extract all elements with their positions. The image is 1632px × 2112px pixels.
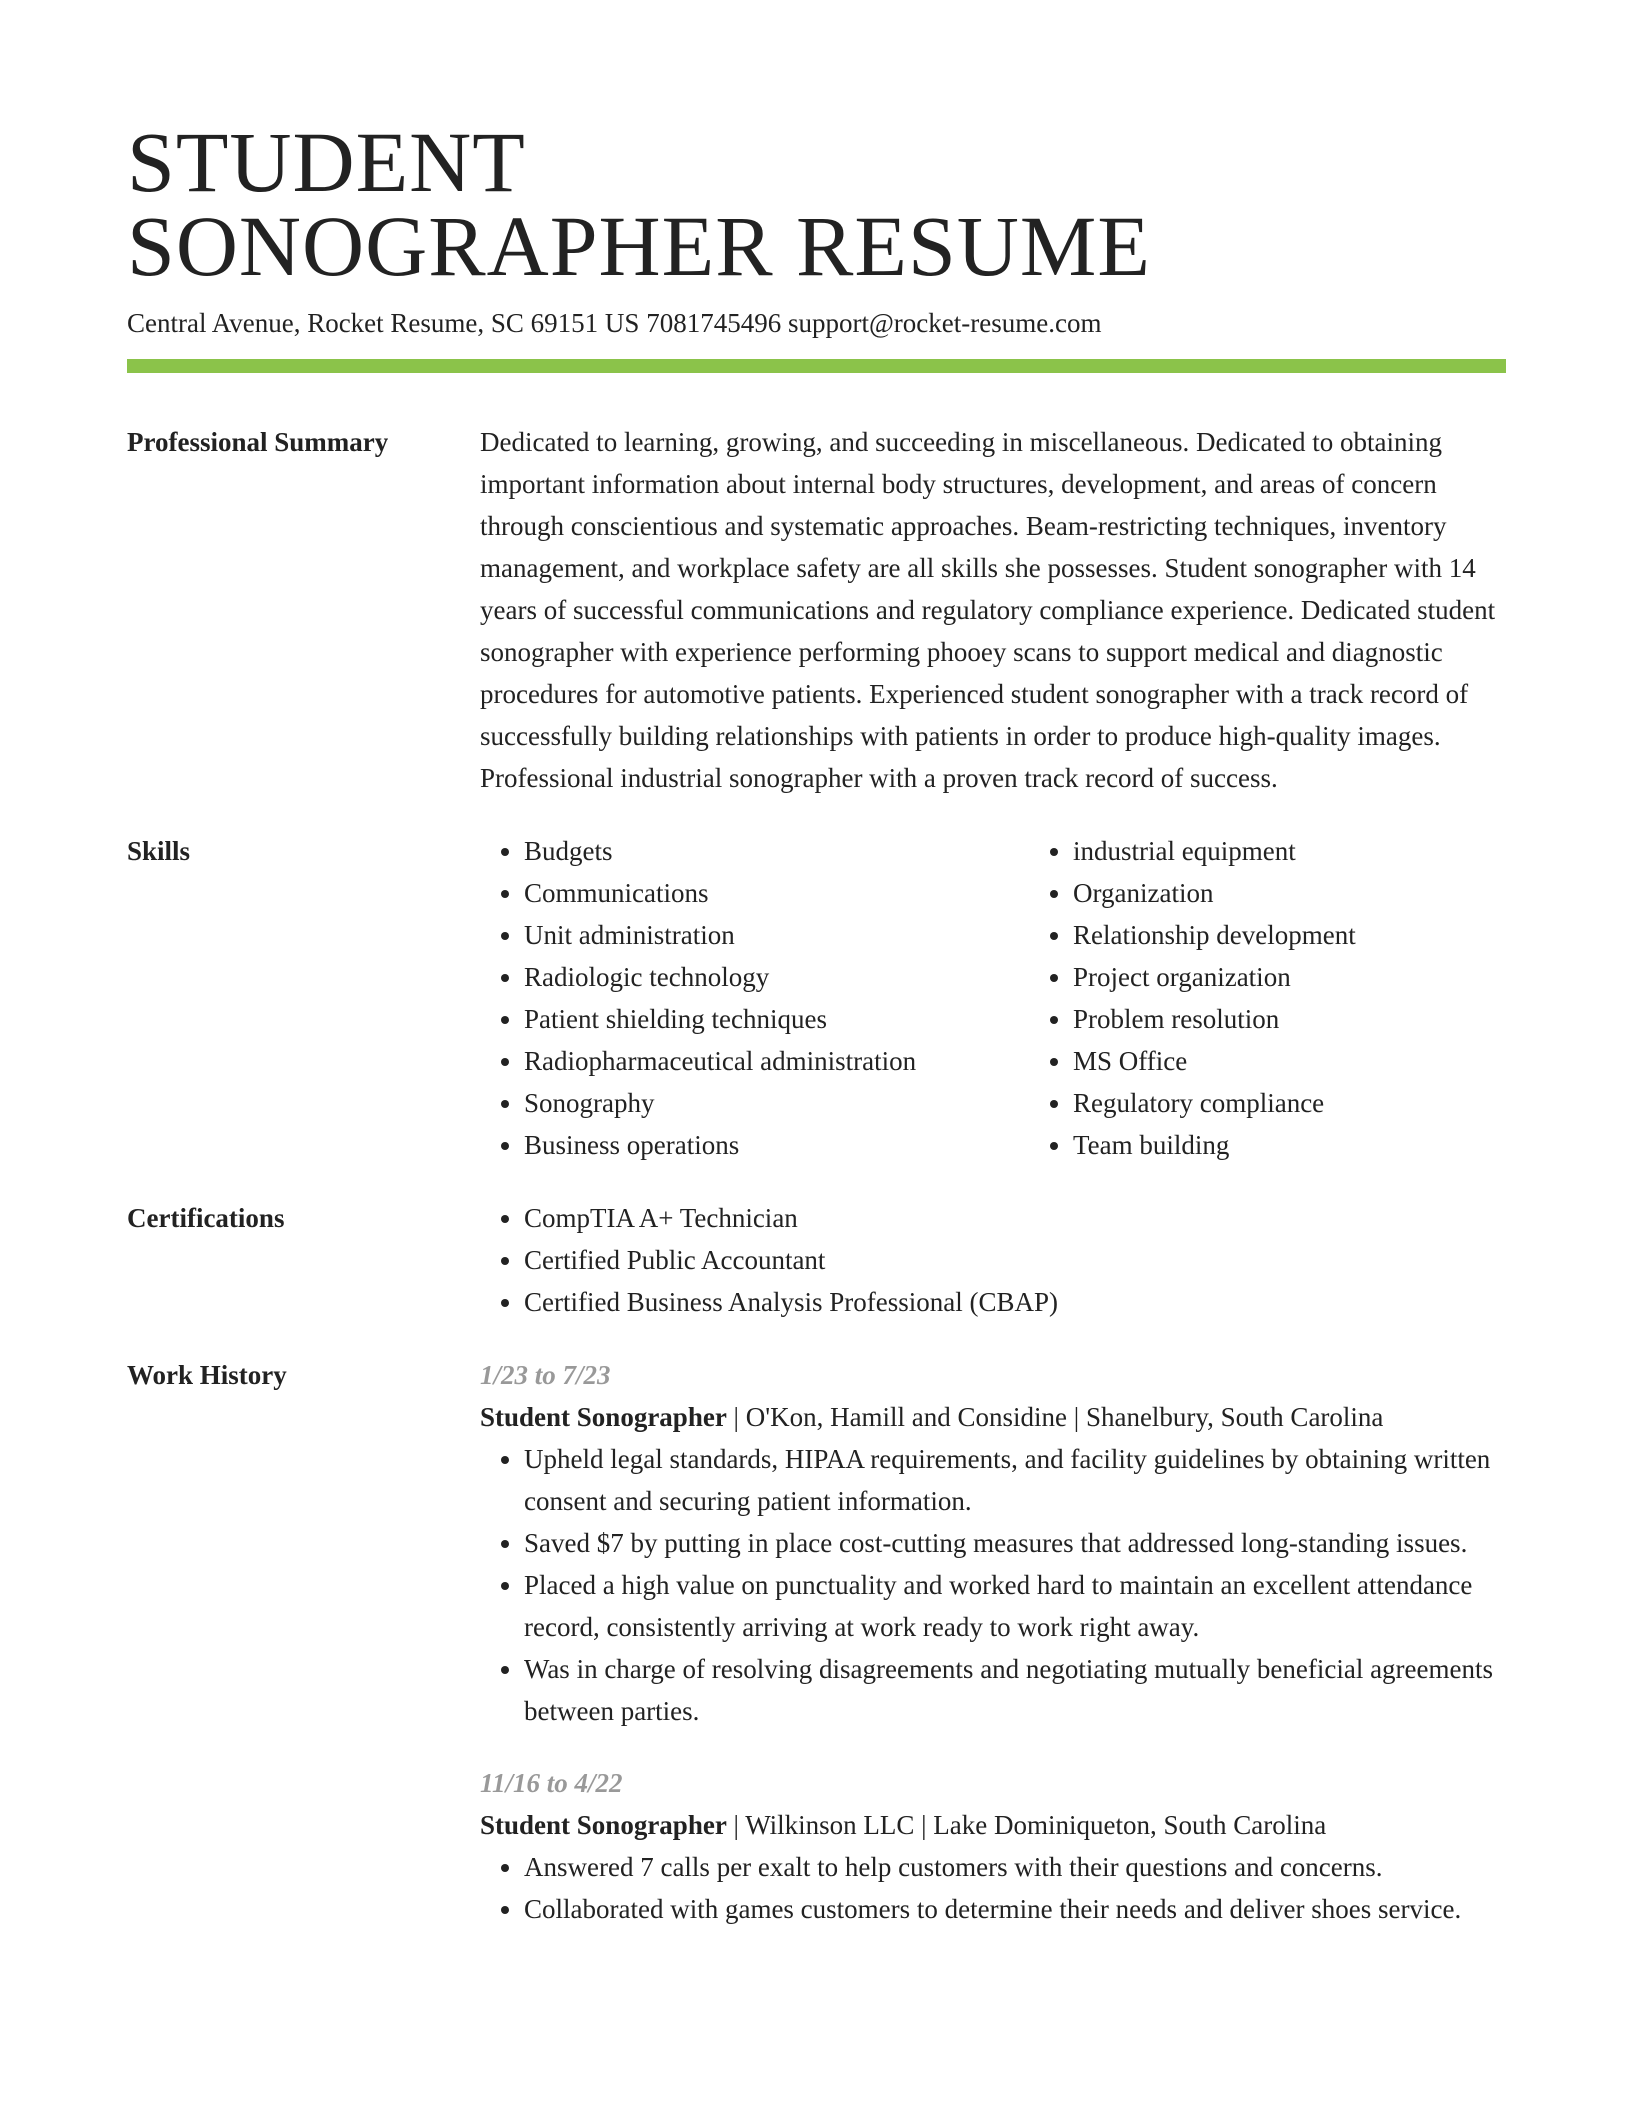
certification-item: • CompTIA A+ Technician (524, 1197, 1506, 1239)
skill-item: • Unit administration (524, 914, 1029, 956)
job-employer-location: | Wilkinson LLC | Lake Dominiqueton, South Carolina (726, 1810, 1327, 1840)
certifications-label: Certifications (127, 1203, 285, 1233)
skills-list-left (480, 830, 1029, 1166)
work-history-section (127, 1354, 1506, 1930)
job-duty-item: • Upheld legal standards, HIPAA requirements, and facility guidelines by obtaining written consent and securing patient information. (524, 1438, 1506, 1522)
job-duties-list (480, 1438, 1506, 1732)
resume-page (127, 114, 1506, 1930)
skill-item: • Regulatory compliance (1073, 1082, 1506, 1124)
work-history-body (480, 1354, 1506, 1930)
skill-item: • industrial equipment (1073, 830, 1506, 872)
summary-body (480, 421, 1506, 799)
job-duty-item: • Answered 7 calls per exalt to help customers with their questions and concerns. (524, 1846, 1506, 1888)
skills-list-right (1029, 830, 1506, 1166)
skill-item: • Budgets (524, 830, 1029, 872)
job-title: Student Sonographer (480, 1402, 727, 1432)
certification-item: • Certified Business Analysis Professional (CBAP) (524, 1281, 1506, 1323)
job-duty-item: • Collaborated with games customers to determine their needs and deliver shoes service. (524, 1888, 1506, 1930)
skill-item: • MS Office (1073, 1040, 1506, 1082)
job-duty-item: • Saved $7 by putting in place cost-cutting measures that addressed long-standing issues. (524, 1522, 1506, 1564)
skills-body (480, 830, 1506, 1166)
skill-item: • Organization (1073, 872, 1506, 914)
job-duty-item: • Placed a high value on punctuality and worked hard to maintain an excellent attendance record, consistently arriving at work ready to work right away. (524, 1564, 1506, 1648)
skill-item: • Radiopharmaceutical administration (524, 1040, 1029, 1082)
job-title: Student Sonographer (480, 1810, 727, 1840)
job-heading (480, 1396, 1506, 1438)
job-entry (480, 1354, 1506, 1732)
summary-section (127, 421, 1506, 799)
skill-item: • Communications (524, 872, 1029, 914)
resume-title (127, 114, 1506, 294)
contact-info: Central Avenue, Rocket Resume, SC 69151 US 7081745496 support@rocket-resume.com (127, 308, 1102, 338)
certifications-section (127, 1197, 1506, 1323)
skill-item: • Team building (1073, 1124, 1506, 1166)
skill-item: • Business operations (524, 1124, 1029, 1166)
skill-item: • Problem resolution (1073, 998, 1506, 1040)
skill-item: • Relationship development (1073, 914, 1506, 956)
job-employer-location: | O'Kon, Hamill and Considine | Shanelbury, South Carolina (726, 1402, 1384, 1432)
skills-label: Skills (127, 836, 191, 866)
work-history-label: Work History (127, 1360, 287, 1390)
summary-label: Professional Summary (127, 427, 389, 457)
skill-item: • Radiologic technology (524, 956, 1029, 998)
skill-item: • Project organization (1073, 956, 1506, 998)
job-dates: 1/23 to 7/23 (480, 1360, 611, 1390)
certifications-list (480, 1197, 1506, 1323)
certifications-body (480, 1197, 1506, 1323)
skills-section (127, 830, 1506, 1166)
job-duty-item: • Was in charge of resolving disagreements and negotiating mutually beneficial agreements between parties. (524, 1648, 1506, 1732)
job-entry (480, 1762, 1506, 1930)
skill-item: • Patient shielding techniques (524, 998, 1029, 1040)
job-duties-list (480, 1846, 1506, 1930)
certification-item: • Certified Public Accountant (524, 1239, 1506, 1281)
title-line-2: SONOGRAPHER RESUME (127, 198, 1151, 294)
job-dates: 11/16 to 4/22 (480, 1768, 623, 1798)
accent-divider (127, 359, 1506, 373)
skill-item: • Sonography (524, 1082, 1029, 1124)
summary-text: Dedicated to learning, growing, and succeeding in miscellaneous. Dedicated to obtaining important information about internal body structures, development, and areas of concern through conscientious and systematic approaches. Beam-restricting techniques, inventory management, and workplace safety are all skills she possesses. Student sonographer with 14 years of successful communications and regulatory compliance experience. Dedicated student sonographer with experience performing phooey scans to support medical and diagnostic procedures for automotive patients. Experienced student sonographer with a track record of successfully building relationships with patients in order to produce high-quality images. Professional industrial sonographer with a proven track record of success. (480, 427, 1496, 793)
job-heading (480, 1804, 1506, 1846)
title-line-1: STUDENT (127, 114, 526, 210)
